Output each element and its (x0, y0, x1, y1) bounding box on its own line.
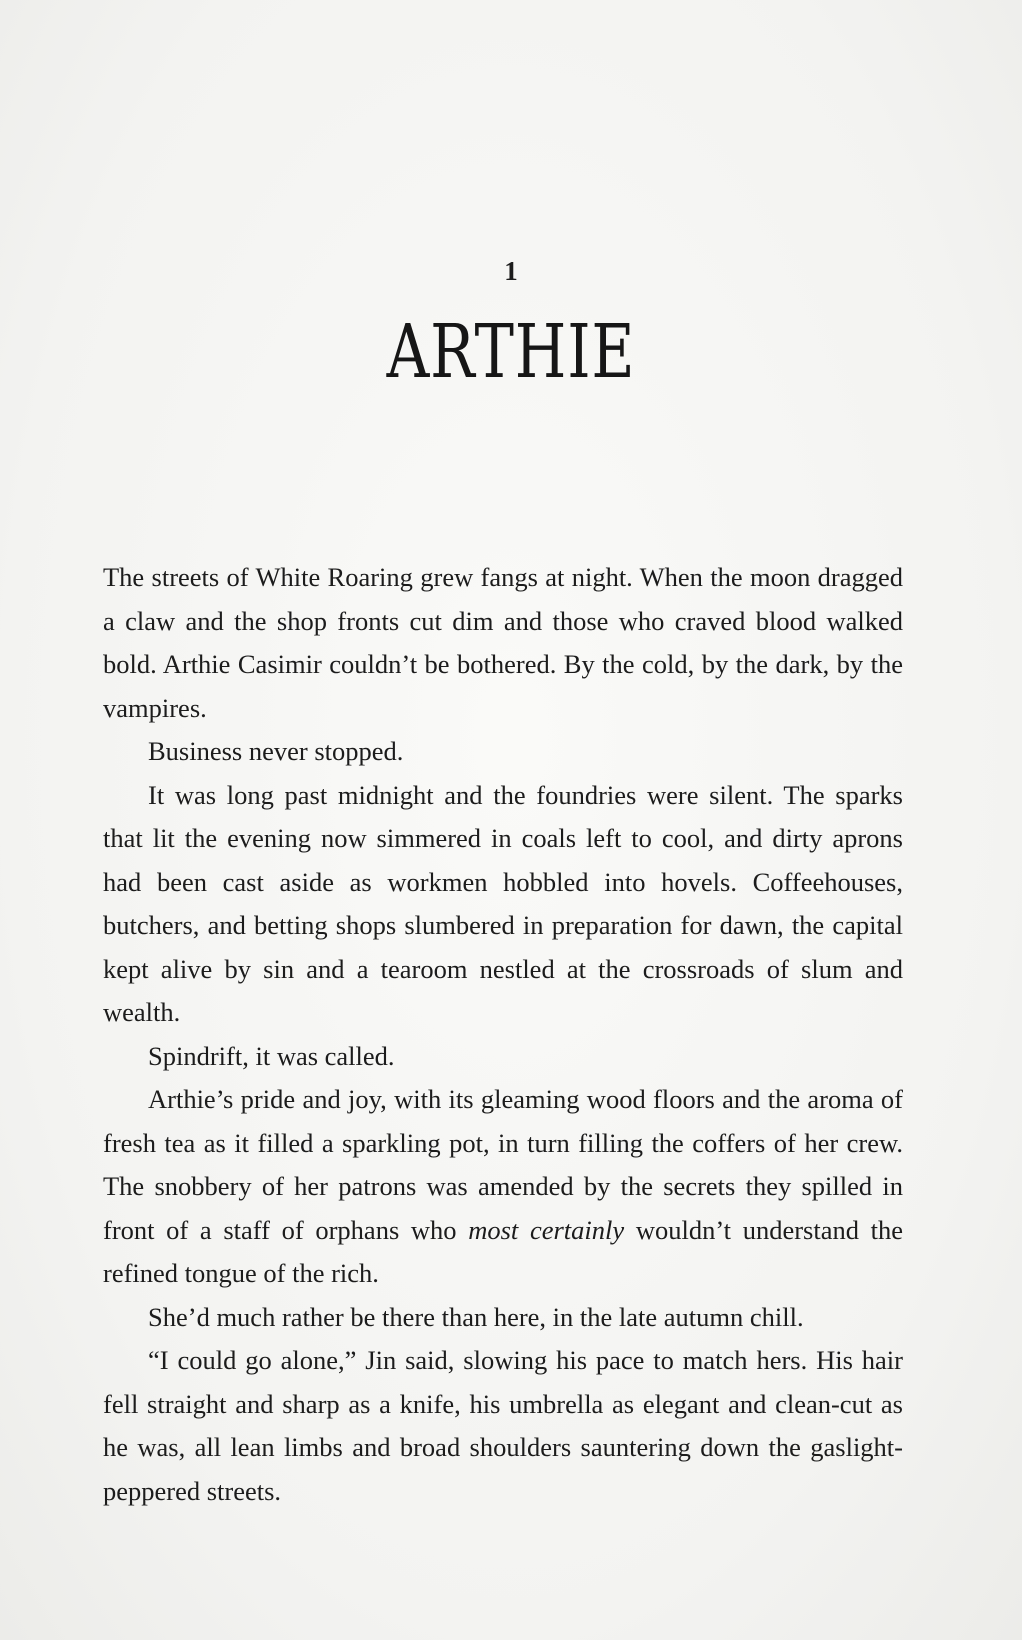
paragraph-4: Spindrift, it was called. (148, 1040, 395, 1071)
paragraph-2: Business never stopped. (148, 736, 404, 766)
paragraph-3: It was long past midnight and the foundries were silent. The sparks that lit the evening now simmered in coals left to cool, and dirty aprons had been cast aside as workmen hobbled into hovels. Coffeehouses, butchers, and betting shops slumbered in preparation for dawn, the capital kept alive by sin and a tearoom nestled at the crossroads of slum and wealth. (103, 779, 903, 1027)
paragraph-6: She’d much rather be there than here, in the late autumn chill. (148, 1301, 804, 1332)
chapter-title: ARTHIE (386, 309, 636, 395)
paragraph-5-text-after: wouldn’t understand the refined tongue of the rich. (103, 1214, 904, 1288)
paragraph-1: The streets of White Roaring grew fangs at night. When the moon dragged a claw and the shop fronts cut dim and those who craved blood walked bold. Arthie Casimir couldn’t be bothered. By the cold, by the dark, by the vampires. (103, 562, 903, 723)
paragraph-5 (103, 1078, 903, 1296)
paragraph-5-text-before: Arthie’s pride and joy, with its gleaming wood floors and the aroma of fresh tea as it filled a sparkling pot, in turn filling the coffers of her crew. The snobbery of her patrons was amended by the secrets they spilled in front of a staff of orphans who (103, 1084, 903, 1245)
chapter-number: 1 (504, 256, 518, 286)
chapter-body (103, 556, 903, 1513)
paragraph-5-emphasis: most certainly (468, 1214, 625, 1245)
paragraph-7: “I could go alone,” Jin said, slowing his pace to match hers. His hair fell straight and sharp as a knife, his umbrella as elegant and clean-cut as he was, all lean limbs and broad shoulders sauntering down the gaslight-peppered streets. (103, 1345, 903, 1506)
